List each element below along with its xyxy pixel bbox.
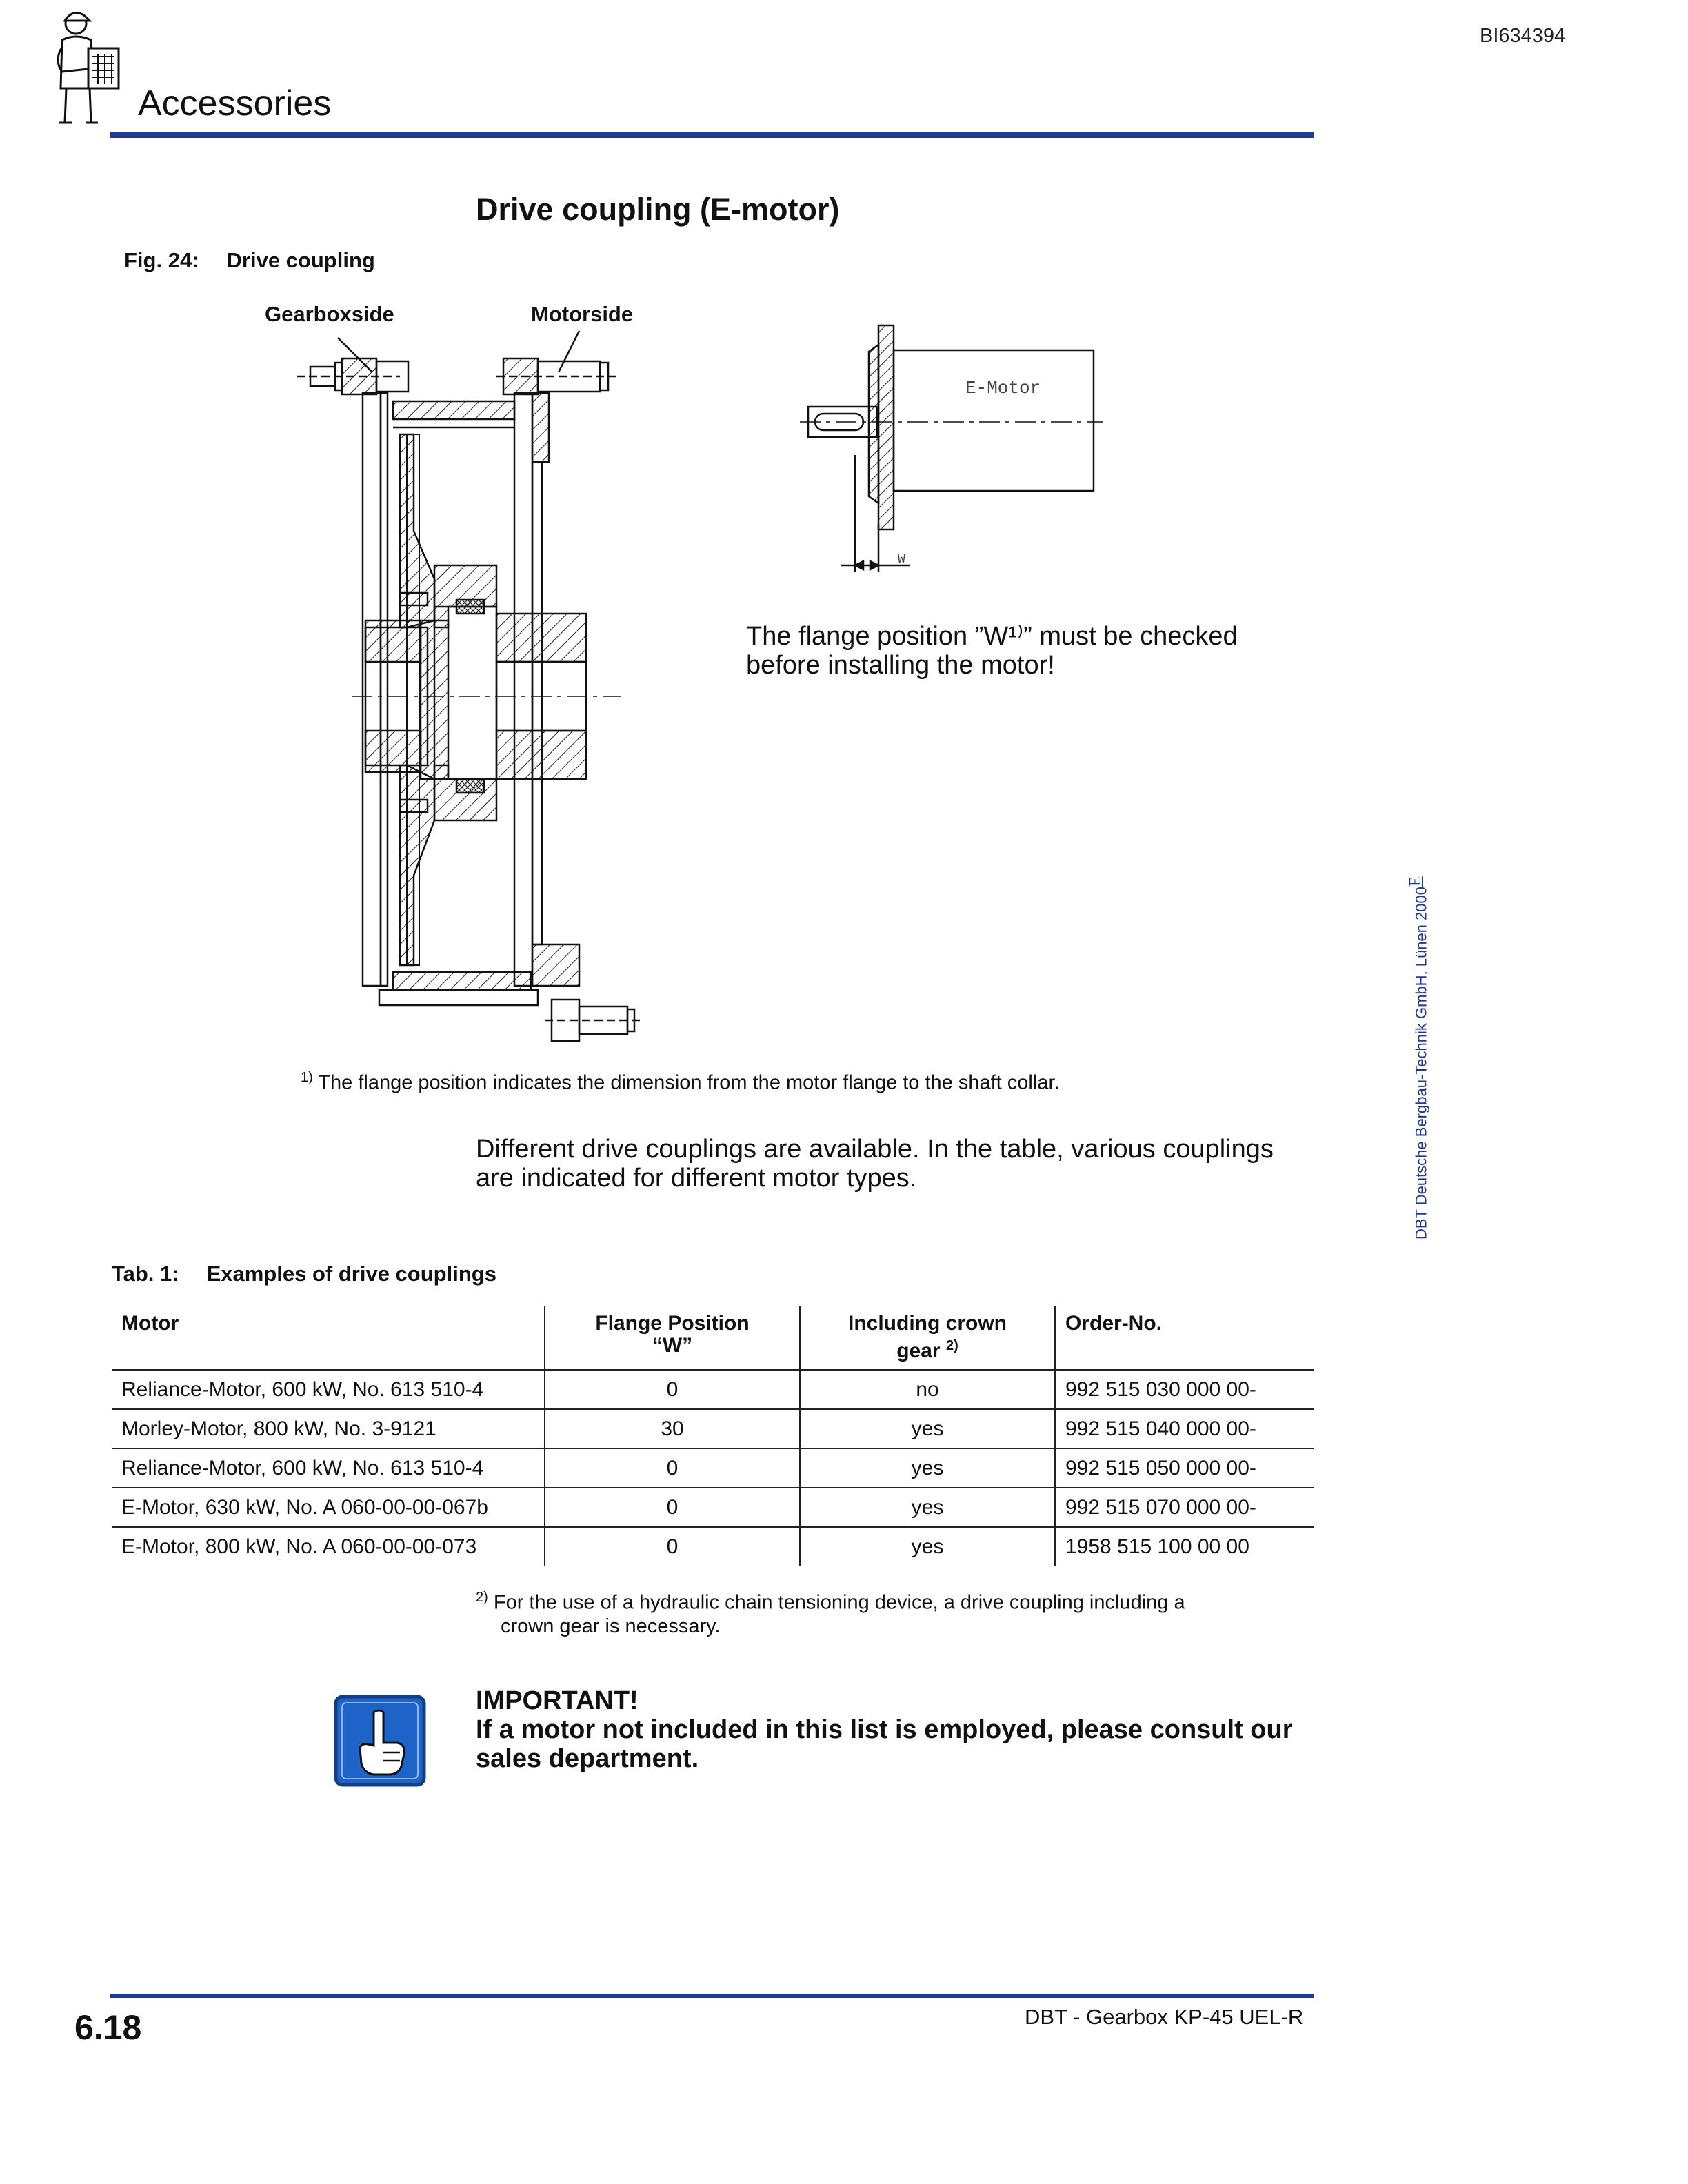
intro-paragraph: Different drive couplings are available. In the table, various couplings are indicated for different motor types. [476, 1135, 1274, 1193]
table-header-row [112, 1306, 1314, 1370]
cell-motor: Reliance-Motor, 600 kW, No. 613 510-4 [112, 1370, 545, 1409]
table-row [112, 1527, 1314, 1566]
side-credit-mark: E [1407, 876, 1425, 887]
document-id: BI634394 [1480, 25, 1566, 47]
pointing-hand-icon [334, 1695, 426, 1787]
footer-rule [110, 1994, 1314, 1998]
cell-flange: 0 [545, 1488, 800, 1527]
important-text: If a motor not included in this list is employed, please consult our sales department. [476, 1715, 1293, 1773]
figure-title: Drive coupling [226, 248, 375, 272]
header-crown-gear [800, 1306, 1055, 1370]
flange-note: The flange position ”W¹⁾” must be checked before installing the motor! [746, 622, 1238, 680]
table-row [112, 1448, 1314, 1488]
cell-order: 992 515 030 000 00- [1055, 1370, 1314, 1409]
table-row [112, 1488, 1314, 1527]
cell-flange: 0 [545, 1527, 800, 1566]
cell-order: 992 515 070 000 00- [1055, 1488, 1314, 1527]
drive-coupling-drawing [297, 324, 683, 1055]
important-notice [476, 1686, 1317, 1773]
cell-crown: yes [800, 1409, 1055, 1448]
w-dimension-label: W [898, 553, 905, 567]
cell-flange: 0 [545, 1448, 800, 1488]
cell-crown: yes [800, 1488, 1055, 1527]
side-credit-text: DBT Deutsche Bergbau-Technik GmbH, Lünen 2000 [1412, 887, 1430, 1240]
header-crown-marker: 2) [945, 1338, 958, 1353]
figure-number: Fig. 24: [124, 248, 199, 272]
table-footnote-line2: crown gear is necessary. [501, 1615, 721, 1637]
table-footnote-marker: 2) [476, 1590, 488, 1605]
drive-couplings-table [112, 1306, 1314, 1566]
table-caption [112, 1262, 496, 1286]
cell-order: 992 515 050 000 00- [1055, 1448, 1314, 1488]
table-footnote [476, 1586, 1310, 1638]
header-flange-position [545, 1306, 800, 1370]
emotor-flange-drawing [800, 317, 1103, 586]
cell-crown: yes [800, 1527, 1055, 1566]
table-title: Examples of drive couplings [206, 1262, 496, 1286]
header-rule [110, 132, 1314, 138]
header-crown-line1: Including crown [848, 1312, 1007, 1335]
cell-motor: E-Motor, 800 kW, No. A 060-00-00-073 [121, 1535, 477, 1558]
cell-motor: E-Motor, 630 kW, No. A 060-00-00-067b [112, 1488, 545, 1527]
table-number: Tab. 1: [112, 1262, 179, 1286]
important-heading: IMPORTANT! [476, 1686, 639, 1715]
cell-flange: 30 [545, 1409, 800, 1448]
footnote-text: The flange position indicates the dimension from the motor flange to the shaft collar. [312, 1071, 1060, 1094]
header-motor: Motor [112, 1306, 545, 1370]
gearbox-side-label: Gearboxside [265, 302, 394, 326]
figure-caption [124, 248, 375, 273]
cell-motor: Morley-Motor, 800 kW, No. 3-9121 [112, 1409, 545, 1448]
header-flange-line1: Flange Position [595, 1312, 750, 1335]
footer-doc-title: DBT - Gearbox KP-45 UEL-R [1025, 2005, 1304, 2029]
header-crown-line2: gear [896, 1339, 941, 1362]
section-title: Accessories [138, 83, 332, 123]
cell-order: 1958 515 100 00 00 [1055, 1527, 1314, 1566]
header-flange-line2: “W” [652, 1334, 693, 1357]
header-order-no: Order-No. [1055, 1306, 1314, 1370]
cell-crown: yes [800, 1448, 1055, 1488]
cell-crown: no [800, 1370, 1055, 1409]
figure-footnote [301, 1070, 1060, 1095]
table-row [112, 1409, 1314, 1448]
cell-order: 992 515 040 000 00- [1055, 1409, 1314, 1448]
footnote-marker: 1) [301, 1070, 313, 1085]
table-row [112, 1370, 1314, 1409]
page-title: Drive coupling (E-motor) [476, 192, 840, 227]
emotor-label: E-Motor [965, 378, 1041, 398]
table-footnote-line1: For the use of a hydraulic chain tensioning device, a drive coupling including a [488, 1591, 1185, 1614]
page-number: 6.18 [74, 2008, 142, 2047]
side-credit [1407, 876, 1430, 1240]
cell-flange: 0 [545, 1370, 800, 1409]
cell-motor: Reliance-Motor, 600 kW, No. 613 510-4 [112, 1448, 545, 1488]
worker-clipboard-icon [48, 6, 131, 127]
motor-side-label: Motorside [531, 302, 634, 326]
